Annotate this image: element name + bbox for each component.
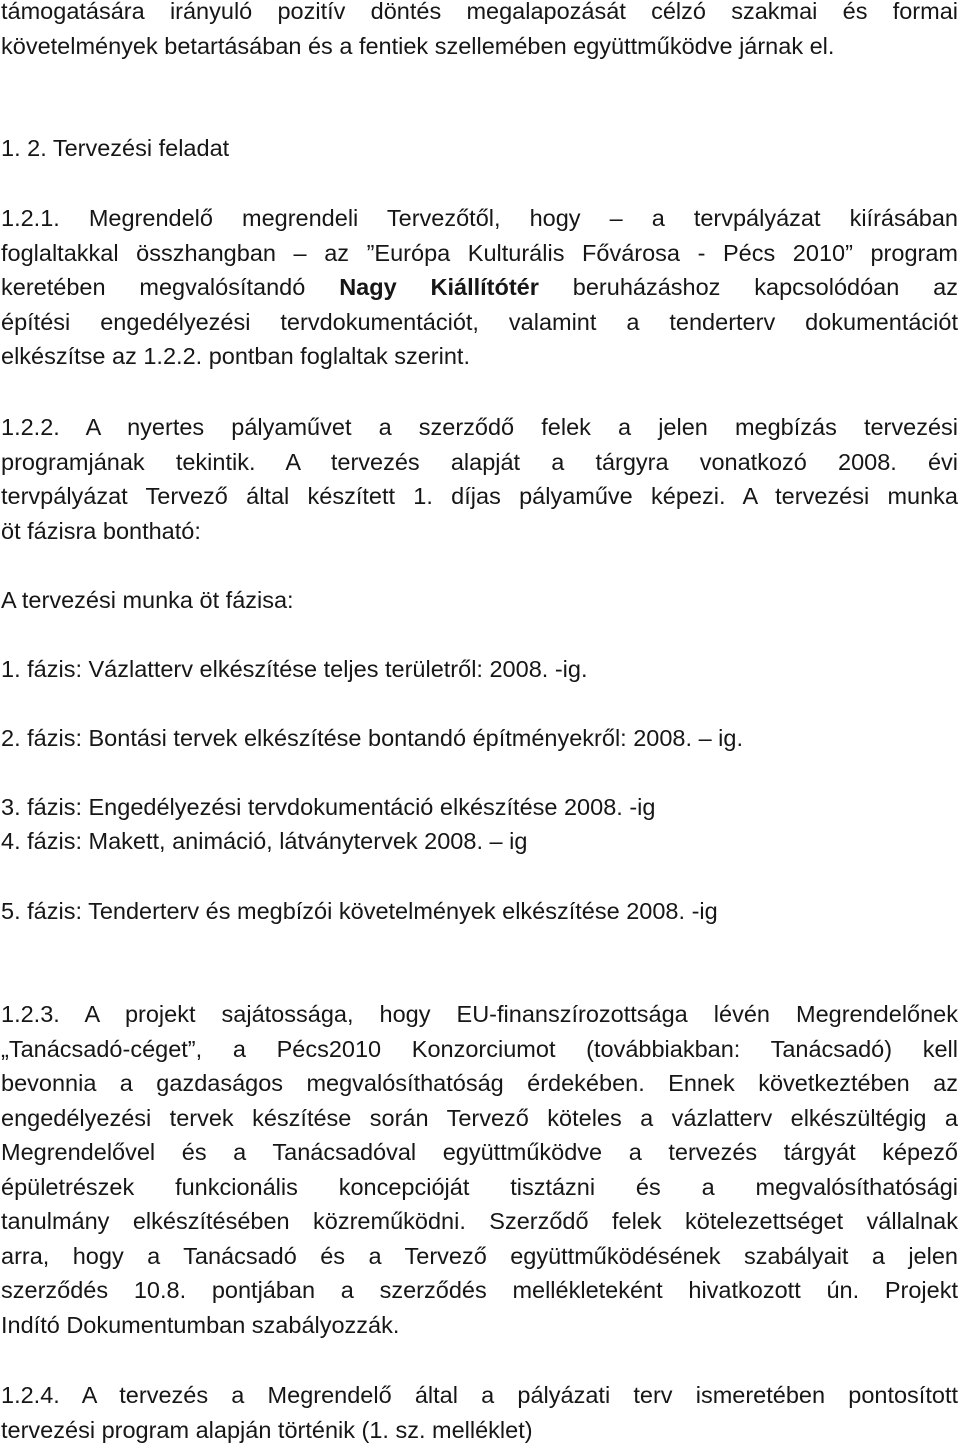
- paragraph-1-2-3: [1, 997, 958, 1342]
- phase-item: 1. fázis: Vázlatterv elkészítése teljes területről: 2008. -ig.: [1, 656, 588, 682]
- text-line: arra, hogy a Tanácsadó és a Tervező együttműködésének szabályait a jelen: [1, 1242, 958, 1269]
- text-line: 1.2.3. A projekt sajátossága, hogy EU-finanszírozottsága lévén Megrendelőnek: [1, 1001, 958, 1027]
- text-line: foglaltakkal összhangban – az ”Európa Kulturális Fővárosa - Pécs 2010” program: [1, 239, 958, 266]
- phase-item: 2. fázis: Bontási tervek elkészítése bontandó építményekről: 2008. – ig.: [1, 725, 743, 751]
- text-line: 1.2.4. A tervezés a Megrendelő által a pályázati terv ismeretében pontosított: [1, 1382, 958, 1408]
- phase-item: 3. fázis: Engedélyezési tervdokumentáció elkészítése 2008. -ig: [1, 794, 656, 820]
- paragraph-1-2-1: [1, 201, 958, 374]
- text-line: engedélyezési tervek készítése során Tervező köteles a vázlatterv elkészültégig a: [1, 1104, 958, 1131]
- phase-item: 4. fázis: Makett, animáció, látványtervek 2008. – ig: [1, 828, 528, 854]
- text-line: Megrendelővel és a Tanácsadóval együttműködve a tervezés tárgyát képező: [1, 1139, 958, 1165]
- text-line: követelmények betartásában és a fentiek szellemében együttműködve járnak el.: [1, 32, 835, 59]
- text-line: programjának tekintik. A tervezés alapját a tárgyra vonatkozó 2008. évi: [1, 448, 958, 475]
- text-line: építési engedélyezési tervdokumentációt, valamint a tenderterv dokumentációt: [1, 308, 958, 335]
- text-segment: beruházáshoz kapcsolódóan az: [572, 274, 958, 300]
- text-line: „Tanácsadó-céget”, a Pécs2010 Konzorciumot (továbbiakban: Tanácsadó) kell: [1, 1035, 958, 1062]
- text-line: bevonnia a gazdaságos megvalósíthatóság érdekében. Ennek következtében az: [1, 1070, 958, 1096]
- text-line: tanulmány elkészítésében közreműködni. Szerződő felek kötelezettséget vállalnak: [1, 1208, 958, 1234]
- phases-heading: A tervezési munka öt fázisa:: [1, 587, 294, 613]
- text-line: 1.2.2. A nyertes pályaművet a szerződő felek a jelen megbízás tervezési: [1, 414, 958, 440]
- text-line: tervezési program alapján történik (1. sz. melléklet): [1, 1416, 533, 1443]
- text-line: 1.2.1. Megrendelő megrendeli Tervezőtől, hogy – a tervpályázat kiírásában: [1, 205, 958, 231]
- text-line: tervpályázat Tervező által készített 1. díjas pályaműve képezi. A tervezési munka: [1, 483, 958, 509]
- intro-paragraph: [1, 0, 958, 63]
- text-line: öt fázisra bontható:: [1, 517, 201, 544]
- text-line: elkészítse az 1.2.2. pontban foglaltak szerint.: [1, 343, 470, 369]
- paragraph-1-2-2: [1, 410, 958, 548]
- text-line: épületrészek funkcionális koncepcióját tisztázni és a megvalósíthatósági: [1, 1173, 958, 1200]
- text-line-with-bold: [1, 270, 958, 305]
- section-heading: 1. 2. Tervezési feladat: [1, 135, 230, 161]
- bold-project-name: Nagy Kiállítótér: [339, 274, 539, 300]
- text-line: Indító Dokumentumban szabályozzák.: [1, 1311, 400, 1338]
- phase-item: 5. fázis: Tenderterv és megbízói követelmények elkészítése 2008. -ig: [1, 898, 718, 924]
- text-line: támogatására irányuló pozitív döntés megalapozását célzó szakmai és formai: [1, 0, 958, 24]
- text-segment: keretében megvalósítandó: [1, 274, 306, 300]
- paragraph-1-2-4: [1, 1378, 958, 1447]
- text-line: szerződés 10.8. pontjában a szerződés mellékleteként hivatkozott ún. Projekt: [1, 1277, 958, 1303]
